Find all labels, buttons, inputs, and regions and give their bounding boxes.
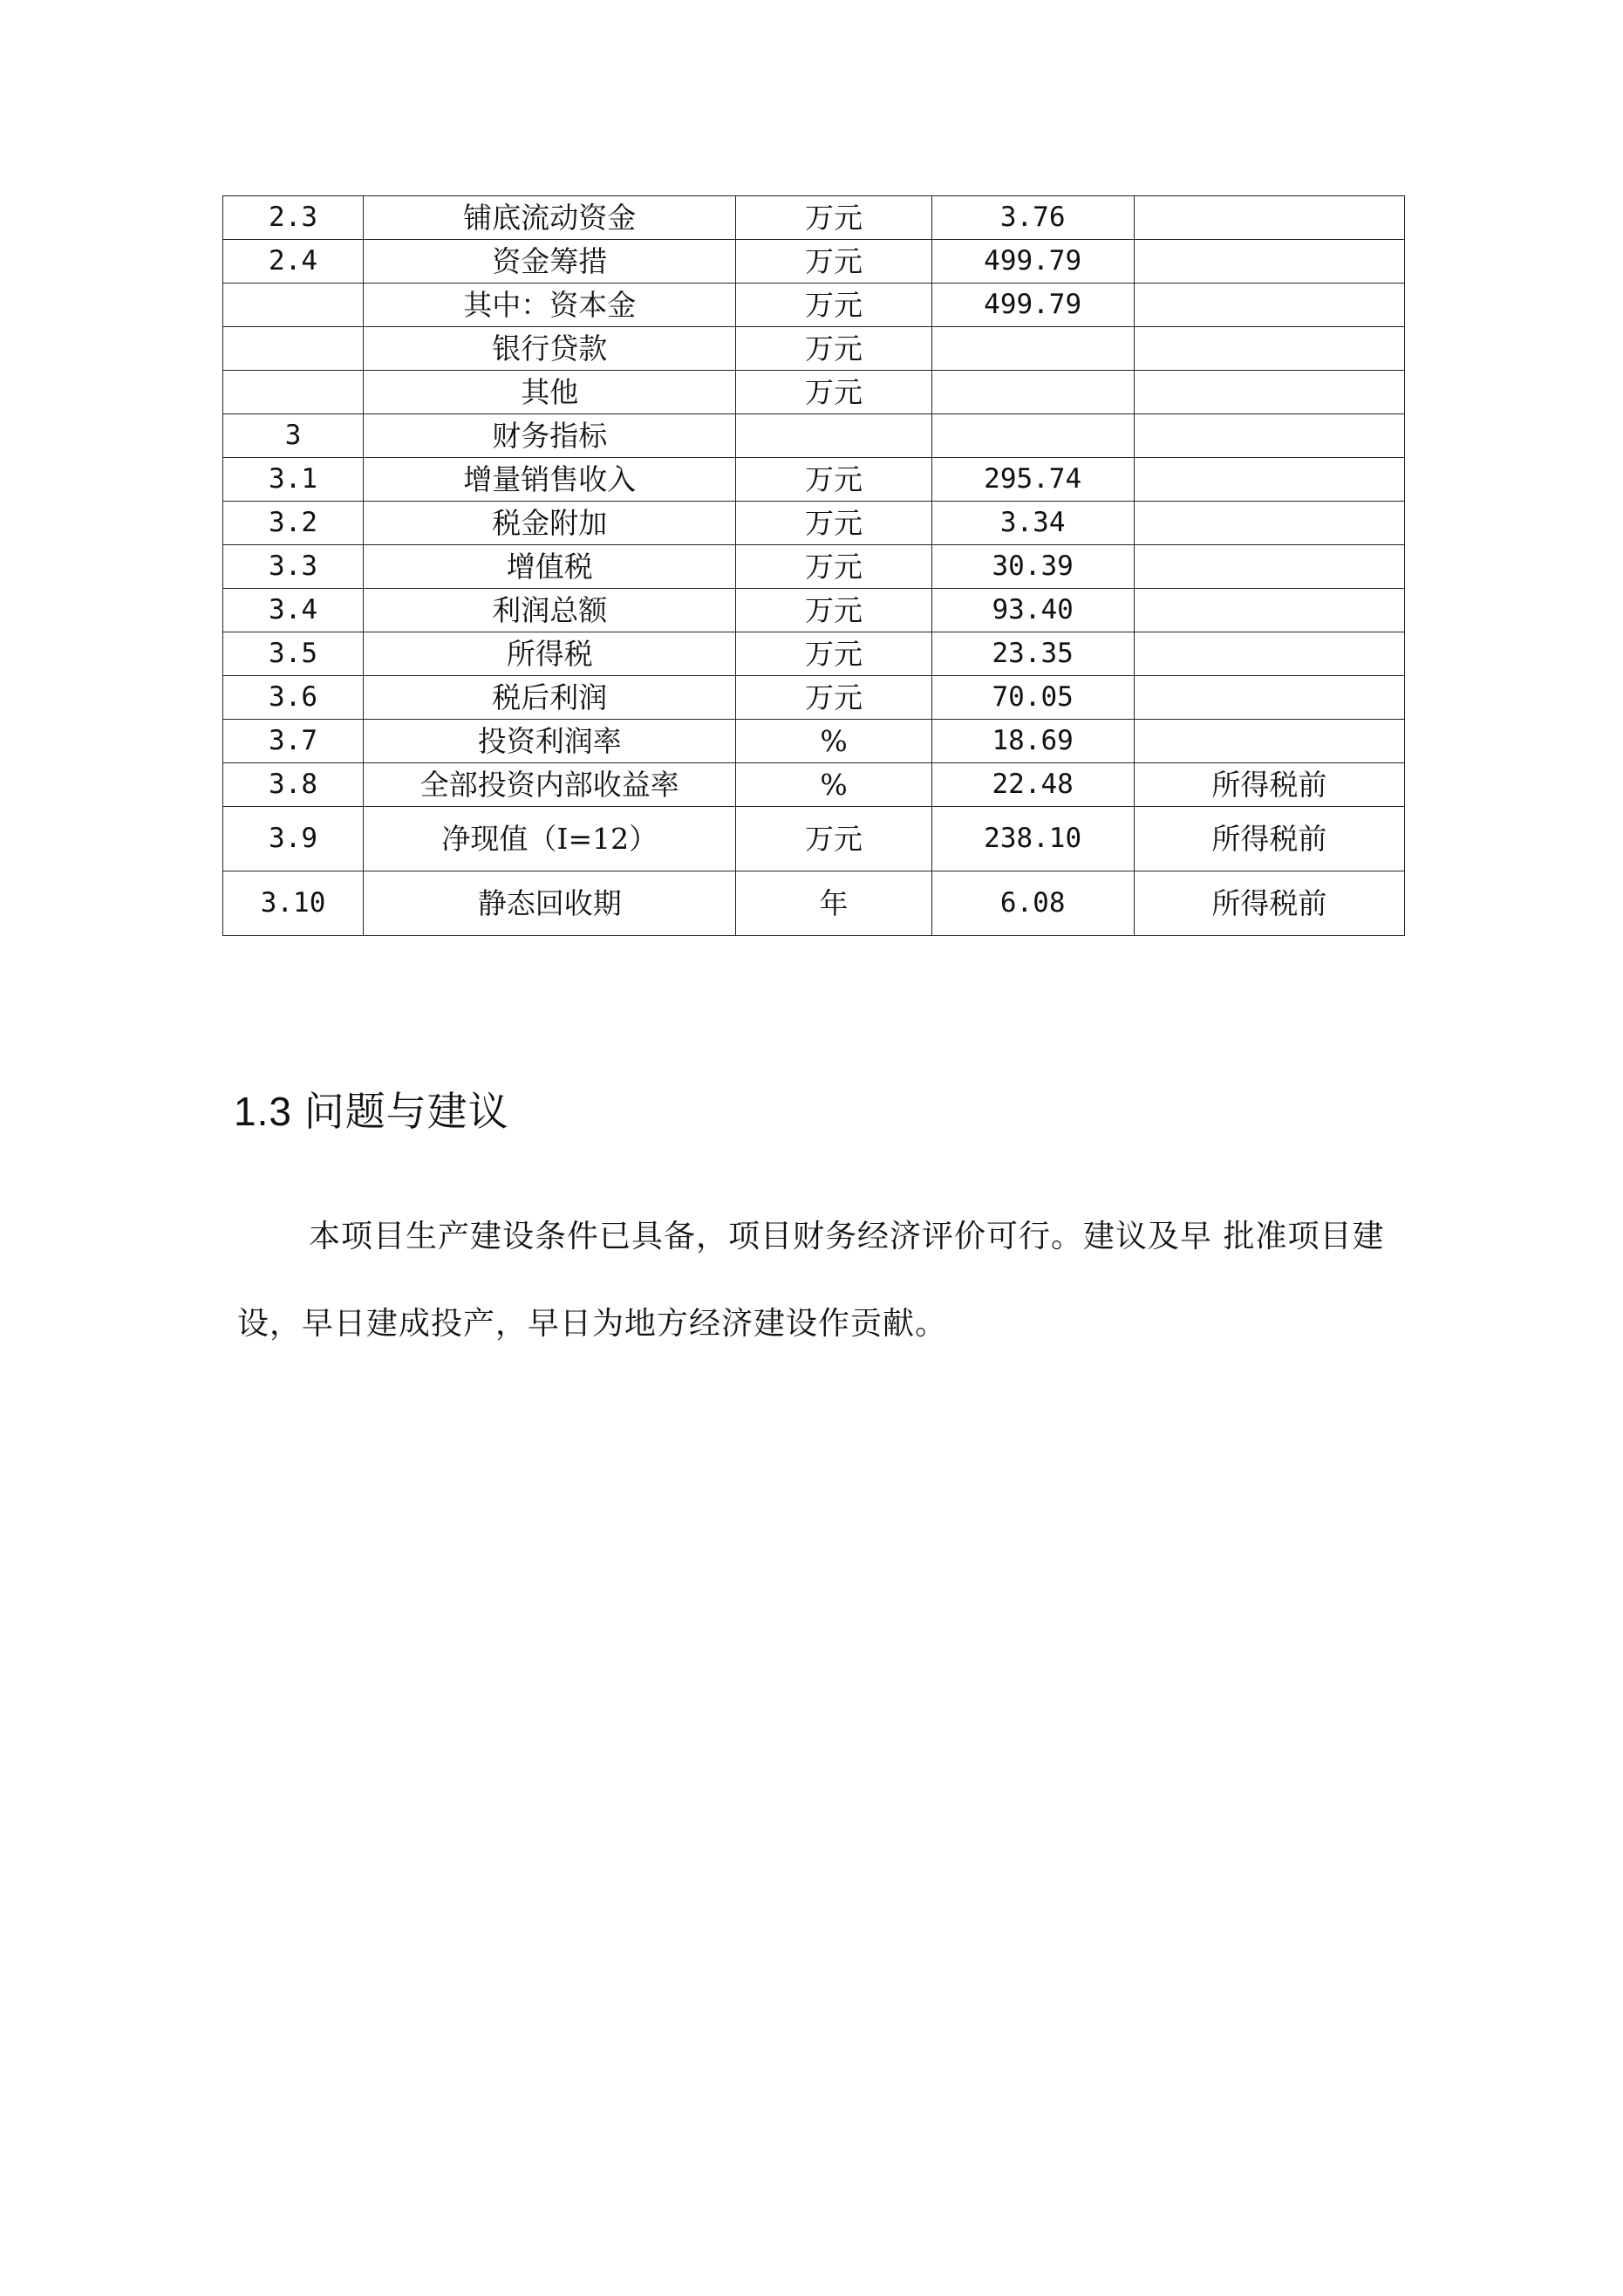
- row-unit: 万元: [736, 676, 931, 720]
- row-value: 295.74: [931, 458, 1134, 502]
- row-number: 3.8: [223, 763, 364, 807]
- row-value: 93.40: [931, 589, 1134, 632]
- section-heading: 1.3 问题与建议: [234, 1089, 509, 1134]
- row-value: 30.39: [931, 545, 1134, 589]
- row-note: [1134, 196, 1404, 240]
- row-note: [1134, 240, 1404, 284]
- row-value: 238.10: [931, 807, 1134, 871]
- table-row: [223, 676, 1405, 720]
- row-value: [931, 414, 1134, 458]
- row-unit: 万元: [736, 632, 931, 676]
- row-number: [223, 284, 364, 327]
- row-note: 所得税前: [1134, 763, 1404, 807]
- row-number: 3.3: [223, 545, 364, 589]
- table-row: [223, 871, 1405, 936]
- row-value: 23.35: [931, 632, 1134, 676]
- row-item-name: 净现值（I=12）: [364, 807, 736, 871]
- row-value: 3.34: [931, 502, 1134, 545]
- row-unit: 万元: [736, 589, 931, 632]
- row-value: 22.48: [931, 763, 1134, 807]
- row-item-name: 税金附加: [364, 502, 736, 545]
- table-row: [223, 284, 1405, 327]
- row-value: 499.79: [931, 284, 1134, 327]
- row-note: [1134, 676, 1404, 720]
- row-note: [1134, 371, 1404, 414]
- row-number: 3.6: [223, 676, 364, 720]
- row-unit: 万元: [736, 458, 931, 502]
- row-value: 6.08: [931, 871, 1134, 936]
- row-item-name: 其他: [364, 371, 736, 414]
- row-note: 所得税前: [1134, 871, 1404, 936]
- table-row: [223, 196, 1405, 240]
- row-number: 3: [223, 414, 364, 458]
- table-row: [223, 545, 1405, 589]
- row-item-name: 增量销售收入: [364, 458, 736, 502]
- row-item-name: 投资利润率: [364, 720, 736, 763]
- row-item-name: 银行贷款: [364, 327, 736, 371]
- row-item-name: 税后利润: [364, 676, 736, 720]
- row-value: 18.69: [931, 720, 1134, 763]
- section-paragraph: 本项目生产建设条件已具备，项目财务经济评价可行。建议及早 批准项目建设，早日建成投产，早日为地方经济建设作贡献。: [237, 1219, 1385, 1342]
- row-item-name: 增值税: [364, 545, 736, 589]
- row-unit: 万元: [736, 807, 931, 871]
- row-unit: 万元: [736, 196, 931, 240]
- financial-indicators-table: [222, 195, 1405, 936]
- row-note: 所得税前: [1134, 807, 1404, 871]
- row-number: 3.4: [223, 589, 364, 632]
- row-unit: [736, 414, 931, 458]
- row-unit: 万元: [736, 502, 931, 545]
- table-row: [223, 632, 1405, 676]
- row-note: [1134, 720, 1404, 763]
- row-item-name: 全部投资内部收益率: [364, 763, 736, 807]
- row-unit: %: [736, 720, 931, 763]
- row-unit: 万元: [736, 284, 931, 327]
- row-note: [1134, 632, 1404, 676]
- row-item-name: 铺底流动资金: [364, 196, 736, 240]
- row-unit: 万元: [736, 545, 931, 589]
- row-number: 3.9: [223, 807, 364, 871]
- row-note: [1134, 458, 1404, 502]
- row-unit: 万元: [736, 371, 931, 414]
- row-item-name: 静态回收期: [364, 871, 736, 936]
- row-note: [1134, 414, 1404, 458]
- table-row: [223, 414, 1405, 458]
- row-number: 2.3: [223, 196, 364, 240]
- row-unit: 年: [736, 871, 931, 936]
- table-row: [223, 458, 1405, 502]
- row-number: [223, 327, 364, 371]
- table-row: [223, 807, 1405, 871]
- row-note: [1134, 545, 1404, 589]
- table-row: [223, 371, 1405, 414]
- row-item-name: 财务指标: [364, 414, 736, 458]
- table-row: [223, 502, 1405, 545]
- row-number: [223, 371, 364, 414]
- row-unit: 万元: [736, 240, 931, 284]
- table-row: [223, 240, 1405, 284]
- row-number: 3.1: [223, 458, 364, 502]
- row-number: 3.5: [223, 632, 364, 676]
- row-value: 499.79: [931, 240, 1134, 284]
- row-note: [1134, 589, 1404, 632]
- row-unit: %: [736, 763, 931, 807]
- row-number: 2.4: [223, 240, 364, 284]
- row-number: 3.2: [223, 502, 364, 545]
- table-row: [223, 720, 1405, 763]
- row-note: [1134, 284, 1404, 327]
- table-row: [223, 763, 1405, 807]
- row-item-name: 资金筹措: [364, 240, 736, 284]
- table-row: [223, 589, 1405, 632]
- row-item-name: 所得税: [364, 632, 736, 676]
- row-note: [1134, 327, 1404, 371]
- row-value: 3.76: [931, 196, 1134, 240]
- row-value: [931, 371, 1134, 414]
- table-row: [223, 327, 1405, 371]
- row-number: 3.10: [223, 871, 364, 936]
- row-value: [931, 327, 1134, 371]
- row-note: [1134, 502, 1404, 545]
- row-item-name: 其中：资本金: [364, 284, 736, 327]
- row-value: 70.05: [931, 676, 1134, 720]
- row-unit: 万元: [736, 327, 931, 371]
- row-number: 3.7: [223, 720, 364, 763]
- row-item-name: 利润总额: [364, 589, 736, 632]
